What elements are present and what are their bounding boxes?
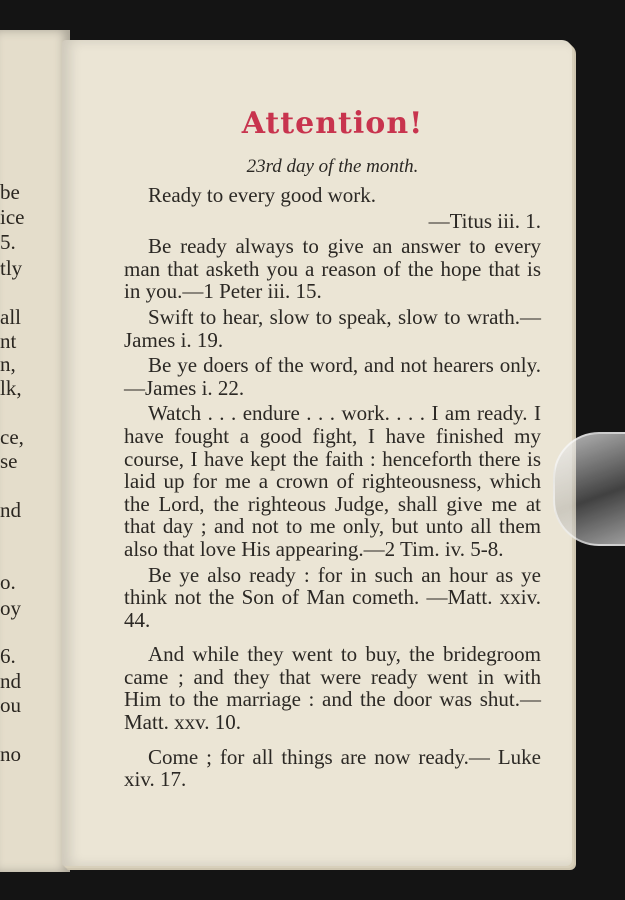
prev-page-fragment: 6. bbox=[0, 644, 16, 668]
prev-page-fragment: all bbox=[0, 305, 21, 329]
page-content bbox=[124, 104, 541, 794]
prev-page-fragment: ou bbox=[0, 693, 21, 717]
page-clip bbox=[553, 432, 625, 546]
prev-page-fragment: o. bbox=[0, 570, 16, 594]
verse-paragraph: And while they went to buy, the bridegroom came ; and they that were ready went in with Him to the marriage : and the door was shut.—Matt. xxv. 10. bbox=[124, 642, 541, 735]
prev-page-fragment: oy bbox=[0, 596, 21, 620]
prev-page-fragment: tly bbox=[0, 256, 23, 280]
verse-paragraph: Swift to hear, slow to speak, slow to wrath.—James i. 19. bbox=[124, 304, 541, 352]
verse-paragraph: Watch . . . endure . . . work. . . . I am ready. I have fought a good fight, I have finished my course, I have kept the faith : henceforth there is laid up for me a crown of righteousness, which the Lord, the righteous Judge, shall give me at that day ; and not to me only, but unto all them also that love His appearing.—2 Tim. iv. 5-8. bbox=[124, 401, 541, 561]
prev-page-fragment: n, bbox=[0, 352, 16, 376]
prev-page-fragment: no bbox=[0, 742, 21, 766]
verse-paragraph: Ready to every good work. bbox=[148, 183, 377, 207]
prev-page-fragment: be bbox=[0, 180, 20, 204]
prev-page-fragment: lk, bbox=[0, 376, 22, 400]
previous-page-edge bbox=[0, 30, 70, 872]
prev-page-fragment: nd bbox=[0, 498, 21, 522]
verse-reference: —Titus iii. 1. bbox=[428, 208, 541, 233]
prev-page-fragment: ice bbox=[0, 205, 25, 229]
page-title: Attention! bbox=[241, 106, 424, 141]
verse-paragraph: Come ; for all things are now ready.— Luke xiv. 17. bbox=[124, 744, 541, 792]
verse-paragraph: Be ready always to give an answer to every man that asketh you a reason of the hope that is in you.—1 Peter iii. 15. bbox=[124, 234, 541, 304]
prev-page-fragment: se bbox=[0, 449, 18, 473]
prev-page-fragment: 5. bbox=[0, 230, 16, 254]
verse-paragraph: Be ye also ready : for in such an hour as ye think not the Son of Man cometh. —Matt. xxiv. 44. bbox=[124, 562, 541, 632]
prev-page-fragment: nd bbox=[0, 669, 21, 693]
page-subtitle: 23rd day of the month. bbox=[246, 156, 419, 177]
prev-page-fragment: nt bbox=[0, 329, 17, 353]
verse-paragraph: Be ye doers of the word, and not hearers only.—James i. 22. bbox=[124, 353, 541, 400]
prev-page-fragment: ce, bbox=[0, 425, 24, 449]
